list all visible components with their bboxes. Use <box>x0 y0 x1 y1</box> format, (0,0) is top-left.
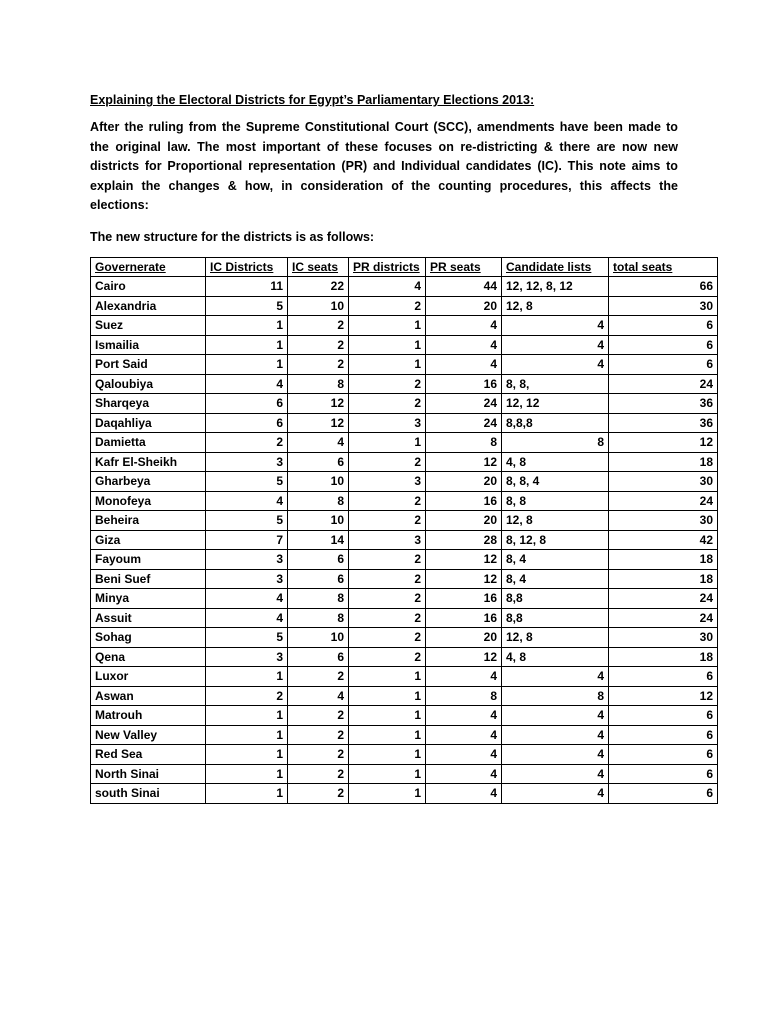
cell-ic-districts: 1 <box>206 784 288 804</box>
cell-pr-seats: 44 <box>426 277 502 297</box>
header-total-seats: total seats <box>609 257 718 277</box>
table-header-row <box>91 257 718 277</box>
cell-candidate-lists: 4 <box>502 706 609 726</box>
table-row <box>91 491 718 511</box>
cell-pr-seats: 28 <box>426 530 502 550</box>
cell-governerate: Qaloubiya <box>91 374 206 394</box>
cell-ic-districts: 5 <box>206 472 288 492</box>
cell-pr-districts: 1 <box>349 784 426 804</box>
cell-total-seats: 24 <box>609 491 718 511</box>
cell-pr-seats: 16 <box>426 491 502 511</box>
cell-governerate: Cairo <box>91 277 206 297</box>
cell-total-seats: 18 <box>609 647 718 667</box>
cell-pr-districts: 2 <box>349 569 426 589</box>
cell-ic-districts: 1 <box>206 725 288 745</box>
cell-ic-seats: 6 <box>288 569 349 589</box>
cell-ic-seats: 22 <box>288 277 349 297</box>
cell-candidate-lists: 8,8 <box>502 608 609 628</box>
cell-total-seats: 12 <box>609 686 718 706</box>
cell-candidate-lists: 4 <box>502 355 609 375</box>
cell-governerate: Daqahliya <box>91 413 206 433</box>
table-row <box>91 784 718 804</box>
cell-governerate: Gharbeya <box>91 472 206 492</box>
cell-candidate-lists: 8,8 <box>502 589 609 609</box>
cell-pr-seats: 12 <box>426 647 502 667</box>
cell-total-seats: 30 <box>609 296 718 316</box>
cell-pr-districts: 1 <box>349 706 426 726</box>
cell-pr-seats: 4 <box>426 316 502 336</box>
table-row <box>91 569 718 589</box>
cell-pr-seats: 12 <box>426 452 502 472</box>
cell-candidate-lists: 12, 12, 8, 12 <box>502 277 609 297</box>
cell-ic-seats: 4 <box>288 686 349 706</box>
table-row <box>91 628 718 648</box>
cell-ic-districts: 3 <box>206 550 288 570</box>
table-row <box>91 589 718 609</box>
cell-pr-seats: 4 <box>426 335 502 355</box>
cell-ic-districts: 11 <box>206 277 288 297</box>
cell-governerate: New Valley <box>91 725 206 745</box>
cell-candidate-lists: 4 <box>502 745 609 765</box>
cell-governerate: Sohag <box>91 628 206 648</box>
cell-total-seats: 6 <box>609 706 718 726</box>
cell-pr-districts: 2 <box>349 296 426 316</box>
cell-total-seats: 6 <box>609 335 718 355</box>
cell-pr-districts: 1 <box>349 686 426 706</box>
table-row <box>91 413 718 433</box>
table-row <box>91 296 718 316</box>
cell-candidate-lists: 4 <box>502 316 609 336</box>
districts-table <box>90 257 718 804</box>
cell-governerate: Sharqeya <box>91 394 206 414</box>
cell-pr-seats: 20 <box>426 472 502 492</box>
cell-total-seats: 66 <box>609 277 718 297</box>
cell-ic-districts: 2 <box>206 686 288 706</box>
cell-pr-seats: 24 <box>426 394 502 414</box>
table-row <box>91 550 718 570</box>
cell-pr-districts: 1 <box>349 667 426 687</box>
cell-ic-seats: 6 <box>288 550 349 570</box>
cell-governerate: Monofeya <box>91 491 206 511</box>
cell-total-seats: 6 <box>609 316 718 336</box>
table-row <box>91 277 718 297</box>
cell-pr-seats: 20 <box>426 628 502 648</box>
cell-pr-districts: 2 <box>349 589 426 609</box>
intro-paragraph: After the ruling from the Supreme Constitutional Court (SCC), amendments have been made to the original law. The most important of these focuses on re-districting & there are now new districts for Proportional representation (PR) and Individual candidates (IC). This note aims to explain the changes & how, in consideration of the counting procedures, this affects the elections: <box>90 120 678 212</box>
table-row <box>91 355 718 375</box>
cell-total-seats: 36 <box>609 413 718 433</box>
table-row <box>91 452 718 472</box>
cell-governerate: Luxor <box>91 667 206 687</box>
cell-ic-seats: 2 <box>288 335 349 355</box>
cell-governerate: Red Sea <box>91 745 206 765</box>
cell-candidate-lists: 12, 8 <box>502 296 609 316</box>
cell-pr-districts: 1 <box>349 433 426 453</box>
cell-ic-seats: 4 <box>288 433 349 453</box>
cell-governerate: Ismailia <box>91 335 206 355</box>
cell-ic-seats: 8 <box>288 608 349 628</box>
cell-governerate: south Sinai <box>91 784 206 804</box>
cell-pr-seats: 24 <box>426 413 502 433</box>
cell-ic-districts: 4 <box>206 608 288 628</box>
cell-ic-districts: 1 <box>206 667 288 687</box>
cell-total-seats: 18 <box>609 452 718 472</box>
cell-candidate-lists: 8 <box>502 433 609 453</box>
cell-pr-districts: 1 <box>349 764 426 784</box>
cell-total-seats: 6 <box>609 725 718 745</box>
header-ic-seats: IC seats <box>288 257 349 277</box>
cell-ic-districts: 5 <box>206 628 288 648</box>
cell-candidate-lists: 8, 8, 4 <box>502 472 609 492</box>
cell-pr-districts: 4 <box>349 277 426 297</box>
cell-candidate-lists: 8, 8 <box>502 491 609 511</box>
cell-ic-districts: 1 <box>206 355 288 375</box>
cell-pr-districts: 3 <box>349 530 426 550</box>
cell-ic-districts: 1 <box>206 335 288 355</box>
cell-pr-districts: 2 <box>349 608 426 628</box>
header-candidate-lists: Candidate lists <box>502 257 609 277</box>
cell-pr-districts: 1 <box>349 745 426 765</box>
table-row <box>91 511 718 531</box>
cell-pr-seats: 20 <box>426 296 502 316</box>
table-row <box>91 472 718 492</box>
table-row <box>91 764 718 784</box>
cell-pr-seats: 16 <box>426 589 502 609</box>
document-title: Explaining the Electoral Districts for Egypt’s Parliamentary Elections 2013: <box>90 93 535 107</box>
cell-ic-seats: 6 <box>288 647 349 667</box>
table-row <box>91 667 718 687</box>
cell-ic-districts: 6 <box>206 394 288 414</box>
cell-total-seats: 42 <box>609 530 718 550</box>
cell-ic-seats: 8 <box>288 589 349 609</box>
cell-candidate-lists: 12, 8 <box>502 628 609 648</box>
cell-ic-seats: 2 <box>288 784 349 804</box>
cell-candidate-lists: 8, 4 <box>502 569 609 589</box>
cell-pr-seats: 12 <box>426 550 502 570</box>
cell-candidate-lists: 4, 8 <box>502 452 609 472</box>
cell-pr-districts: 2 <box>349 491 426 511</box>
cell-total-seats: 6 <box>609 764 718 784</box>
cell-candidate-lists: 4 <box>502 784 609 804</box>
header-ic-districts: IC Districts <box>206 257 288 277</box>
cell-pr-districts: 2 <box>349 647 426 667</box>
cell-governerate: Matrouh <box>91 706 206 726</box>
table-row <box>91 394 718 414</box>
cell-ic-districts: 2 <box>206 433 288 453</box>
cell-pr-seats: 4 <box>426 667 502 687</box>
cell-candidate-lists: 4, 8 <box>502 647 609 667</box>
cell-total-seats: 6 <box>609 745 718 765</box>
cell-total-seats: 30 <box>609 511 718 531</box>
cell-total-seats: 18 <box>609 550 718 570</box>
cell-pr-seats: 8 <box>426 686 502 706</box>
cell-candidate-lists: 4 <box>502 764 609 784</box>
table-row <box>91 316 718 336</box>
cell-candidate-lists: 8 <box>502 686 609 706</box>
table-row <box>91 706 718 726</box>
cell-governerate: Assuit <box>91 608 206 628</box>
header-governerate: Governerate <box>91 257 206 277</box>
cell-pr-districts: 2 <box>349 511 426 531</box>
table-row <box>91 647 718 667</box>
cell-total-seats: 6 <box>609 667 718 687</box>
cell-pr-districts: 1 <box>349 335 426 355</box>
cell-ic-districts: 1 <box>206 764 288 784</box>
cell-ic-seats: 2 <box>288 316 349 336</box>
header-pr-seats: PR seats <box>426 257 502 277</box>
cell-governerate: Qena <box>91 647 206 667</box>
cell-ic-districts: 1 <box>206 316 288 336</box>
cell-governerate: Beheira <box>91 511 206 531</box>
cell-candidate-lists: 4 <box>502 335 609 355</box>
cell-total-seats: 6 <box>609 784 718 804</box>
cell-governerate: Port Said <box>91 355 206 375</box>
cell-candidate-lists: 12, 12 <box>502 394 609 414</box>
table-row <box>91 433 718 453</box>
cell-total-seats: 24 <box>609 608 718 628</box>
cell-governerate: Damietta <box>91 433 206 453</box>
cell-pr-seats: 8 <box>426 433 502 453</box>
cell-candidate-lists: 8, 4 <box>502 550 609 570</box>
cell-ic-seats: 14 <box>288 530 349 550</box>
cell-pr-districts: 2 <box>349 628 426 648</box>
cell-pr-seats: 4 <box>426 725 502 745</box>
cell-total-seats: 6 <box>609 355 718 375</box>
cell-ic-seats: 2 <box>288 355 349 375</box>
cell-pr-seats: 4 <box>426 745 502 765</box>
cell-pr-districts: 2 <box>349 550 426 570</box>
cell-ic-districts: 7 <box>206 530 288 550</box>
cell-pr-districts: 3 <box>349 472 426 492</box>
cell-ic-seats: 12 <box>288 394 349 414</box>
cell-ic-seats: 2 <box>288 745 349 765</box>
cell-pr-districts: 2 <box>349 452 426 472</box>
cell-total-seats: 12 <box>609 433 718 453</box>
cell-pr-seats: 16 <box>426 374 502 394</box>
table-row <box>91 335 718 355</box>
cell-candidate-lists: 4 <box>502 667 609 687</box>
cell-ic-districts: 4 <box>206 589 288 609</box>
cell-total-seats: 18 <box>609 569 718 589</box>
cell-pr-districts: 2 <box>349 374 426 394</box>
cell-ic-districts: 1 <box>206 706 288 726</box>
cell-ic-seats: 2 <box>288 764 349 784</box>
cell-total-seats: 30 <box>609 472 718 492</box>
cell-ic-seats: 10 <box>288 296 349 316</box>
cell-ic-districts: 4 <box>206 374 288 394</box>
cell-total-seats: 36 <box>609 394 718 414</box>
cell-governerate: Alexandria <box>91 296 206 316</box>
cell-ic-seats: 10 <box>288 511 349 531</box>
table-row <box>91 686 718 706</box>
cell-ic-districts: 4 <box>206 491 288 511</box>
cell-pr-districts: 3 <box>349 413 426 433</box>
cell-ic-seats: 2 <box>288 725 349 745</box>
cell-ic-seats: 6 <box>288 452 349 472</box>
cell-ic-districts: 3 <box>206 569 288 589</box>
cell-pr-districts: 1 <box>349 316 426 336</box>
cell-governerate: Minya <box>91 589 206 609</box>
cell-total-seats: 24 <box>609 374 718 394</box>
cell-ic-seats: 12 <box>288 413 349 433</box>
cell-governerate: Giza <box>91 530 206 550</box>
cell-governerate: Beni Suef <box>91 569 206 589</box>
cell-governerate: Fayoum <box>91 550 206 570</box>
cell-candidate-lists: 8,8,8 <box>502 413 609 433</box>
cell-ic-districts: 3 <box>206 647 288 667</box>
cell-governerate: Aswan <box>91 686 206 706</box>
cell-total-seats: 30 <box>609 628 718 648</box>
cell-pr-seats: 16 <box>426 608 502 628</box>
cell-ic-districts: 1 <box>206 745 288 765</box>
cell-candidate-lists: 4 <box>502 725 609 745</box>
cell-pr-seats: 20 <box>426 511 502 531</box>
cell-pr-seats: 12 <box>426 569 502 589</box>
cell-pr-districts: 1 <box>349 355 426 375</box>
table-row <box>91 745 718 765</box>
cell-ic-seats: 8 <box>288 491 349 511</box>
table-body <box>91 277 718 804</box>
table-lead-text: The new structure for the districts is as follows: <box>90 229 375 244</box>
cell-pr-seats: 4 <box>426 706 502 726</box>
cell-governerate: Suez <box>91 316 206 336</box>
cell-pr-seats: 4 <box>426 355 502 375</box>
table-row <box>91 374 718 394</box>
cell-ic-districts: 5 <box>206 511 288 531</box>
cell-governerate: North Sinai <box>91 764 206 784</box>
cell-ic-seats: 8 <box>288 374 349 394</box>
table-row <box>91 530 718 550</box>
cell-pr-districts: 2 <box>349 394 426 414</box>
cell-pr-districts: 1 <box>349 725 426 745</box>
cell-ic-seats: 2 <box>288 667 349 687</box>
cell-ic-seats: 2 <box>288 706 349 726</box>
cell-ic-districts: 3 <box>206 452 288 472</box>
table-row <box>91 608 718 628</box>
cell-candidate-lists: 8, 8, <box>502 374 609 394</box>
cell-pr-seats: 4 <box>426 784 502 804</box>
cell-ic-districts: 5 <box>206 296 288 316</box>
cell-candidate-lists: 8, 12, 8 <box>502 530 609 550</box>
cell-candidate-lists: 12, 8 <box>502 511 609 531</box>
cell-governerate: Kafr El-Sheikh <box>91 452 206 472</box>
header-pr-districts: PR districts <box>349 257 426 277</box>
table-row <box>91 725 718 745</box>
document-page <box>90 92 713 804</box>
cell-ic-districts: 6 <box>206 413 288 433</box>
cell-ic-seats: 10 <box>288 472 349 492</box>
cell-pr-seats: 4 <box>426 764 502 784</box>
cell-total-seats: 24 <box>609 589 718 609</box>
cell-ic-seats: 10 <box>288 628 349 648</box>
